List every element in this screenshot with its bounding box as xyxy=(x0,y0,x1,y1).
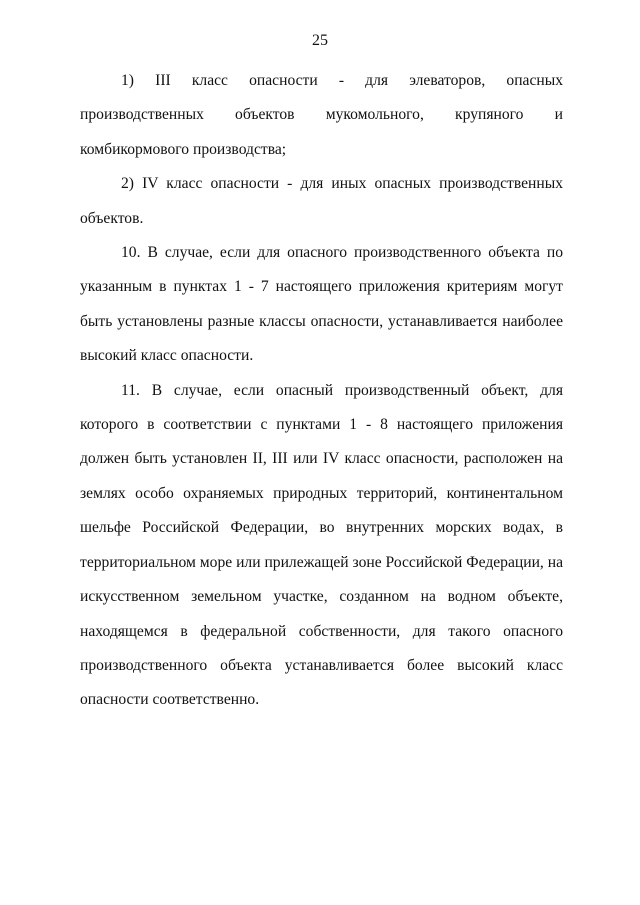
document-body xyxy=(80,64,563,718)
page-number: 25 xyxy=(312,32,328,49)
paragraph-item-11: 11. В случае, если опасный производственный объект, для которого в соответствии с пунктами 1 - 8 настоящего приложения должен быть установлен II, III или IV класс опасности, расположен на землях особо охраняемых природных территорий, континентальном шельфе Российской Федерации, во внутренних морских водах, в территориальном море или прилежащей зоне Российской Федерации, на искусственном земельном участке, созданном на водном объекте, находящемся в федеральной собственности, для такого опасного производственного объекта устанавливается более высокий класс опасности соответственно. xyxy=(80,381,563,709)
paragraph-class-3: 1) III класс опасности - для элеваторов, опасных производственных объектов мукомольного, крупяного и комбикормового производства; xyxy=(80,72,563,158)
paragraph-item-10: 10. В случае, если для опасного производственного объекта по указанным в пунктах 1 - 7 настоящего приложения критериям могут быть установлены разные классы опасности, устанавливается наиболее высокий класс опасности. xyxy=(80,244,563,365)
paragraph-class-4: 2) IV класс опасности - для иных опасных производственных объектов. xyxy=(80,175,563,227)
